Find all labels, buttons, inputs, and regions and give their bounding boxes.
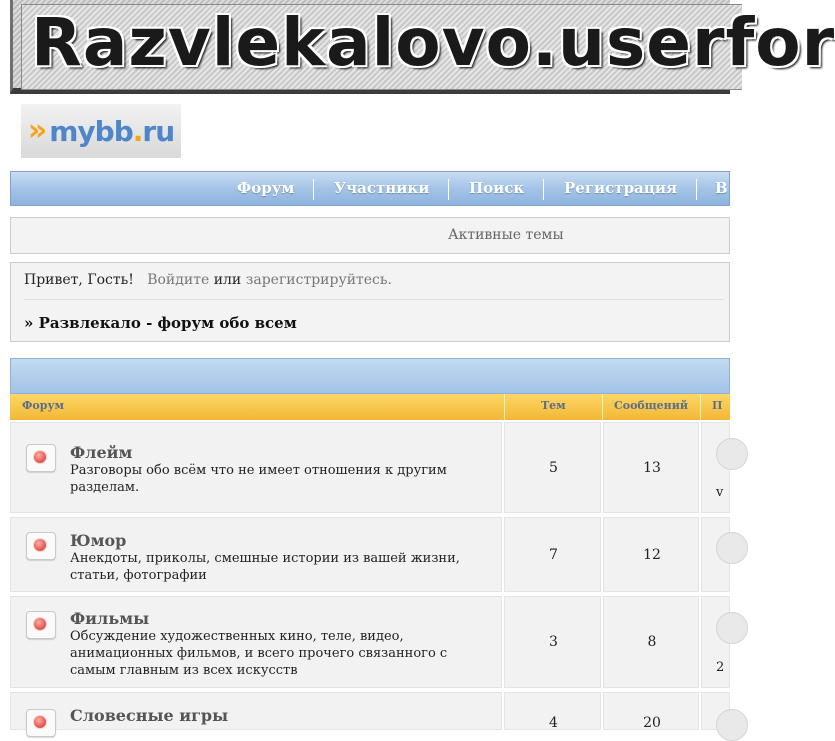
posts-count: 12 bbox=[643, 547, 661, 563]
topics-cell bbox=[504, 422, 601, 513]
nav-login[interactable]: В bbox=[715, 179, 728, 197]
table-row bbox=[10, 515, 730, 594]
header-divider bbox=[700, 394, 701, 420]
forum-description: Обсуждение художественных кино, теле, видео, анимационных фильмов, и всего прочего связанного с самым главным из всех искусств bbox=[70, 629, 448, 678]
nav-members[interactable]: Участники bbox=[334, 179, 430, 197]
forum-title[interactable]: Фильмы bbox=[70, 609, 150, 628]
header-forum: Форум bbox=[22, 399, 65, 412]
avatar bbox=[716, 532, 748, 564]
forum-cell bbox=[10, 422, 502, 513]
breadcrumb[interactable]: » Развлекало - форум обо всем bbox=[24, 314, 297, 332]
forum-cell bbox=[10, 517, 502, 592]
welcome-period: . bbox=[387, 272, 392, 288]
last-post-cell bbox=[701, 692, 730, 730]
last-post-text[interactable]: v bbox=[716, 485, 724, 500]
posts-cell bbox=[603, 422, 699, 513]
last-post-cell bbox=[701, 596, 730, 688]
divider bbox=[24, 299, 724, 300]
forum-title[interactable]: Юмор bbox=[70, 531, 127, 550]
forum-status-icon bbox=[26, 709, 56, 737]
topics-count: 3 bbox=[549, 634, 558, 650]
banner-title: Razvlekalovo.userfor bbox=[31, 4, 835, 81]
posts-count: 20 bbox=[643, 715, 661, 731]
header-divider bbox=[602, 394, 603, 420]
avatar bbox=[716, 612, 748, 644]
greeting-text: Привет, Гость! bbox=[24, 272, 134, 288]
table-row bbox=[10, 420, 730, 515]
forum-status-icon bbox=[26, 532, 56, 560]
header-posts: Сообщений bbox=[614, 399, 689, 412]
topics-cell bbox=[504, 596, 601, 688]
welcome-box bbox=[10, 262, 730, 342]
posts-cell bbox=[603, 692, 699, 730]
category-header bbox=[10, 358, 730, 394]
nav-divider bbox=[448, 179, 449, 200]
topics-cell bbox=[504, 517, 601, 592]
nav-register[interactable]: Регистрация bbox=[564, 179, 678, 197]
forum-cell bbox=[10, 692, 502, 730]
header-topics: Тем bbox=[541, 399, 566, 412]
logo-text bbox=[49, 115, 174, 148]
topics-count: 5 bbox=[549, 460, 558, 476]
posts-count: 13 bbox=[643, 460, 661, 476]
topics-count: 4 bbox=[549, 715, 558, 731]
nav-divider bbox=[313, 179, 314, 200]
nav-divider bbox=[696, 179, 697, 200]
last-post-text[interactable]: 2 bbox=[716, 660, 725, 675]
forum-description: Анекдоты, приколы, смешные истории из вашей жизни, статьи, фотографии bbox=[70, 551, 460, 583]
avatar bbox=[716, 709, 748, 741]
logo-tld: ru bbox=[142, 114, 175, 148]
banner-frame bbox=[10, 0, 835, 94]
table-header bbox=[10, 394, 730, 421]
posts-count: 8 bbox=[647, 634, 657, 650]
site-banner bbox=[10, 0, 835, 100]
forum-status-icon bbox=[26, 444, 56, 472]
topics-count: 7 bbox=[549, 547, 558, 563]
nav-divider bbox=[543, 179, 544, 200]
logo-arrows-icon: » bbox=[27, 112, 42, 148]
forum-cell bbox=[10, 596, 502, 688]
or-text: или bbox=[213, 272, 242, 288]
table-row bbox=[10, 690, 730, 730]
register-link[interactable]: зарегистрируйтесь bbox=[245, 272, 388, 288]
nav-forum[interactable]: Форум bbox=[237, 179, 295, 197]
forum-status-icon bbox=[26, 611, 56, 639]
header-divider bbox=[504, 394, 505, 420]
posts-cell bbox=[603, 596, 699, 688]
last-post-cell bbox=[701, 422, 730, 513]
active-topics-bar bbox=[10, 217, 730, 254]
table-row bbox=[10, 594, 730, 690]
mybb-logo[interactable] bbox=[21, 104, 181, 158]
welcome-line bbox=[24, 272, 392, 288]
topics-cell bbox=[504, 692, 601, 730]
nav-search[interactable]: Поиск bbox=[469, 179, 525, 197]
forum-title[interactable]: Флейм bbox=[70, 443, 133, 462]
header-last-post: П bbox=[712, 399, 723, 412]
forum-title[interactable]: Словесные игры bbox=[70, 706, 229, 725]
forum-description: Разговоры обо всём что не имеет отношения к другим разделам. bbox=[70, 463, 447, 495]
main-navbar bbox=[10, 171, 730, 206]
active-topics-link[interactable]: Активные темы bbox=[448, 227, 564, 243]
last-post-cell bbox=[701, 517, 730, 592]
logo-name: mybb bbox=[49, 114, 133, 148]
login-link[interactable]: Войдите bbox=[147, 272, 210, 288]
avatar bbox=[716, 438, 748, 470]
logo-dot: . bbox=[132, 114, 143, 148]
posts-cell bbox=[603, 517, 699, 592]
